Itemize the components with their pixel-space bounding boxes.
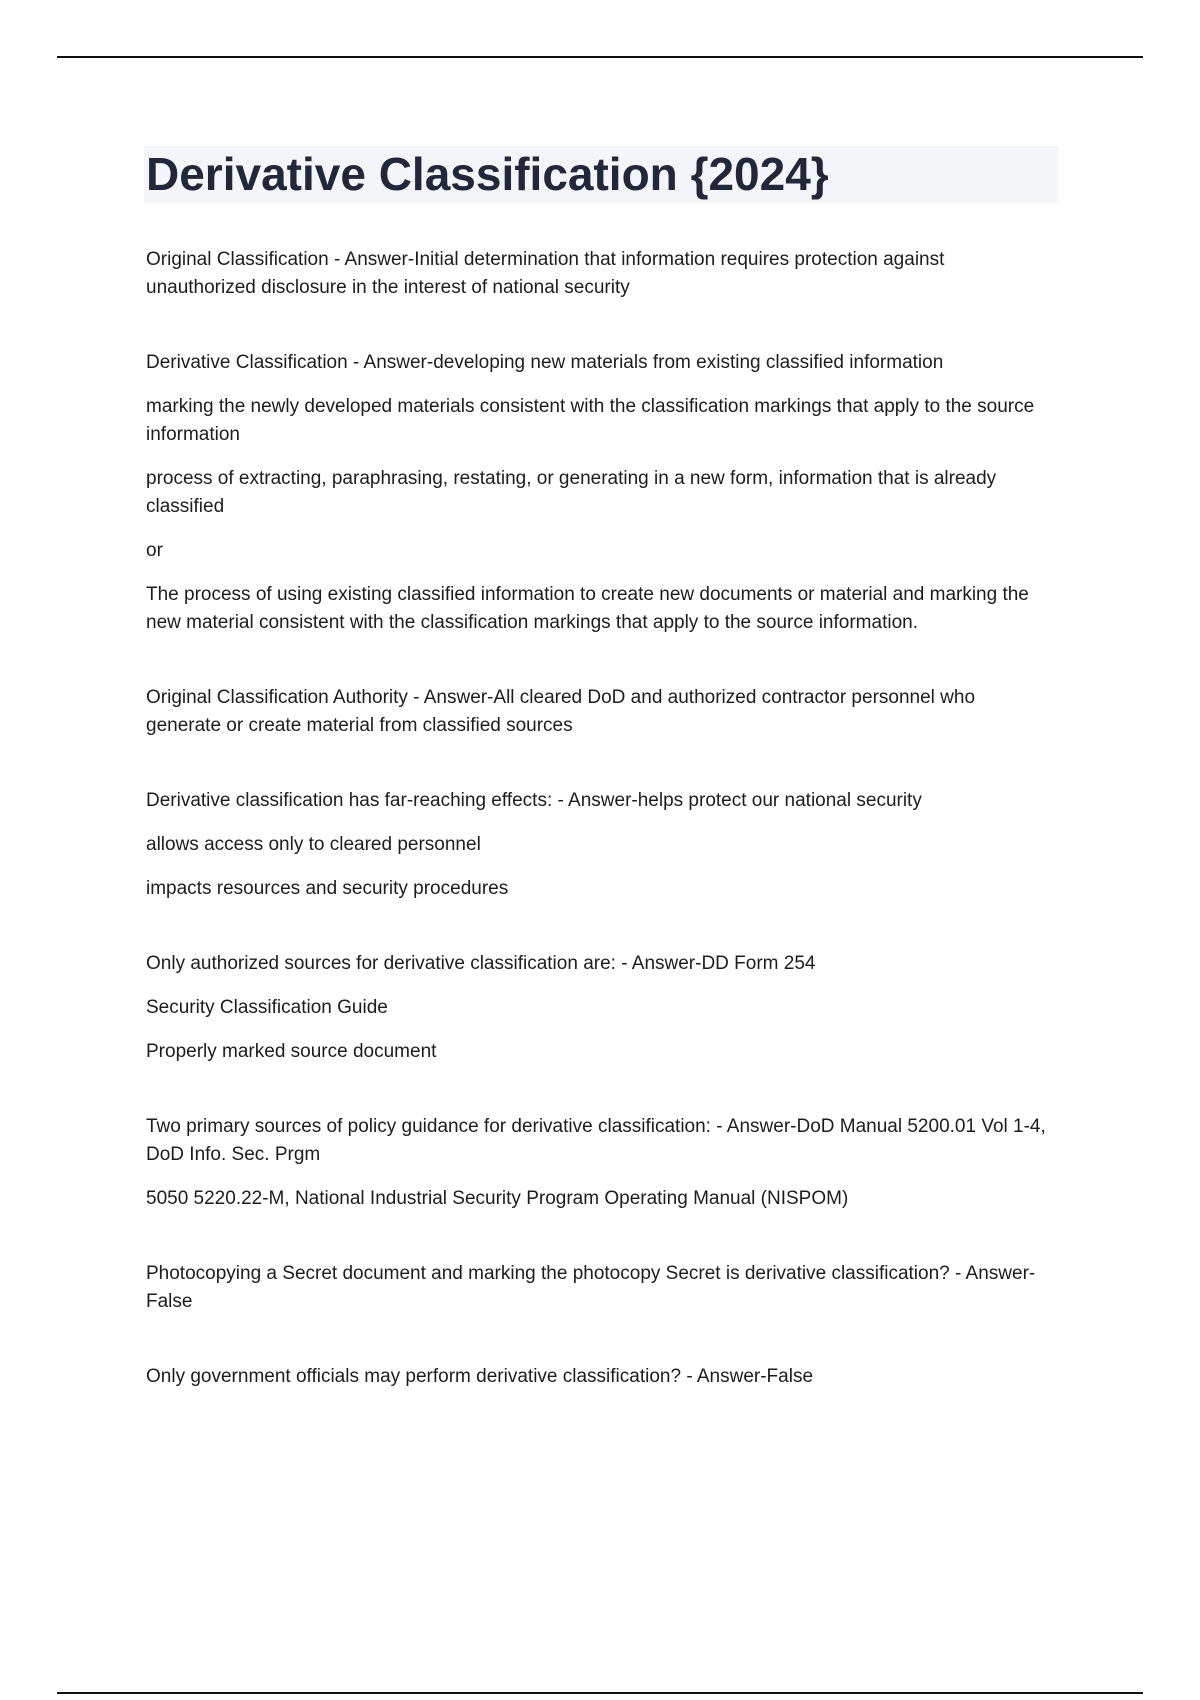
document-body [146,246,1046,1438]
qa-entry [146,1260,1046,1316]
qa-paragraph: process of extracting, paraphrasing, restating, or generating in a new form, information that is already classified [146,468,997,517]
qa-entry [146,1363,1046,1391]
qa-paragraph: Only authorized sources for derivative classification are: - Answer-DD Form 254 [146,953,816,974]
qa-entry [146,1113,1046,1213]
qa-paragraph: allows access only to cleared personnel [146,834,481,855]
qa-paragraph: Security Classification Guide [146,997,388,1018]
qa-paragraph: Two primary sources of policy guidance for derivative classification: - Answer-DoD Manual 5200.01 Vol 1-4, DoD Info. Sec. Prgm [146,1116,1046,1165]
qa-paragraph: Photocopying a Secret document and marking the photocopy Secret is derivative classification? - Answer-False [146,1263,1036,1312]
qa-paragraph: or [146,540,163,561]
document-title: Derivative Classification {2024} [146,148,829,200]
qa-entry [146,684,1046,740]
qa-paragraph: 5050 5220.22-M, National Industrial Security Program Operating Manual (NISPOM) [146,1188,849,1209]
qa-paragraph: The process of using existing classified information to create new documents or material and marking the new material consistent with the classification markings that apply to the source information. [146,584,1029,633]
qa-paragraph: Derivative classification has far-reaching effects: - Answer-helps protect our national security [146,790,922,811]
qa-paragraph: Derivative Classification - Answer-developing new materials from existing classified information [146,352,944,373]
qa-paragraph: Only government officials may perform derivative classification? - Answer-False [146,1366,814,1387]
top-divider [57,56,1143,58]
qa-paragraph: marking the newly developed materials consistent with the classification markings that apply to the source information [146,396,1035,445]
qa-paragraph: impacts resources and security procedures [146,878,509,899]
qa-paragraph: Original Classification - Answer-Initial determination that information requires protection against unauthorized disclosure in the interest of national security [146,249,945,298]
qa-entry [146,246,1046,302]
qa-entry [146,349,1046,637]
qa-entry [146,787,1046,903]
bottom-divider [57,1692,1143,1694]
qa-paragraph: Original Classification Authority - Answer-All cleared DoD and authorized contractor personnel who generate or create material from classified sources [146,687,976,736]
qa-entry [146,950,1046,1066]
qa-paragraph: Properly marked source document [146,1041,437,1062]
